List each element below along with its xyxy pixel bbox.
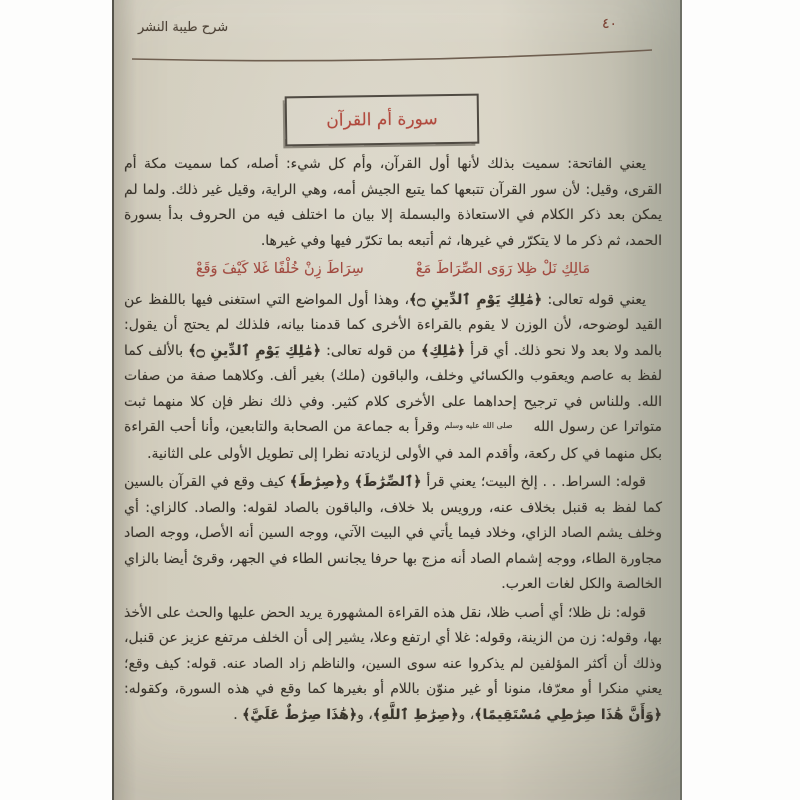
text-run: بالألف كما لفظ به عاصم ويعقوب والكسائي وخلف، والباقون (ملك) بغير ألف. وكلاهما صفة من صفات الله. وللناس في ترجيح إحداهما على الأخرى كلام كثير. وفي ذلك نظر فإن كلا منهما ثبت متواترا عن رسول الله	[124, 342, 662, 435]
header-rule	[130, 48, 654, 66]
text-run: ، و	[458, 706, 475, 723]
text-run: قوله: السراط. . . إلخ البيت؛ يعني قرأ	[421, 474, 646, 490]
quran-quote: ﴿مَٰلِكِ يَوْمِ ٱلدِّينِ ۝﴾	[188, 342, 321, 359]
section-title: سورة أم القرآن	[326, 109, 438, 131]
text-run: ، وهذا أول المواضع التي استغنى فيها باللفظ عن القيد لوضوحه، لأن الوزن لا يقوم بالقراءة الأخرى كما قدمنا بيانه، فلذلك لم يحتج أن يقول: بالمد ولا بعد ولا نحو ذلك. أي قرأ	[124, 291, 662, 359]
honorific-symbol: صلى الله عليه وسلم	[444, 421, 513, 430]
running-head	[114, 14, 680, 60]
quran-quote: ﴿مَٰلِكِ﴾	[421, 342, 465, 359]
text-run: يعني الفاتحة: سميت بذلك لأنها أول القرآن، وأم كل شيء: أصله، كما سميت مكة أم القرى، وقيل: لأن سور القرآن تتبعها كما يتبع الجيش أمه، وهي الراية، وقيل غير ذلك. ولما لم يمكن بعد ذكر الكلام في الاستعاذة والبسملة إلا بيان ما اختلف فيه من الحروف بدأ بسورة الحمد، ثم ذكر ما لا يتكرّر في غيرها، ثم أتبعه بما تكرّر فيها وفي غيرها.	[124, 156, 662, 249]
text-run: وقرأ به جماعة من الصحابة والتابعين، وأنا أحب القراءة بكل منهما في كل ركعة، وأقدم المد في الأولى لزيادته نظرا إلى تطويل الأولى على الثانية.	[124, 419, 662, 462]
verse-hemistich-right: مَالِكِ نَلْ ظِلا رَوَى الصِّرَاطَ مَعْ	[415, 261, 591, 277]
text-run: يعني قوله تعالى:	[542, 291, 646, 308]
page-number: ٤٠	[602, 16, 618, 32]
quran-quote: ﴿وَأَنَّ هَٰذَا صِرَٰطِي مُسْتَقِيمًا﴾	[474, 706, 662, 723]
text-run: ، و	[357, 706, 373, 723]
quran-quote: ﴿ٱلصِّرَٰطَ﴾	[354, 474, 422, 490]
poetry-line	[124, 257, 662, 283]
quran-quote: ﴿مَٰلِكِ يَوْمِ ٱلدِّينِ ۝﴾	[408, 291, 543, 308]
quran-quote: ﴿صِرَٰطِ ٱللَّهِ﴾	[372, 706, 459, 723]
book-page	[112, 0, 682, 800]
text-run: كيف وقع في القرآن بالسين كما لفظ به قنبل بخلاف عنه، ورويس بلا خلاف، والباقون بالصاد لقوله: والصاد. كالزاي: أي وخلف يشم الصاد الزاي، وخلاد فيما يأتي في البيت الآتي، ووجه السين أنه الأصل، ووجه الصاد مجاورة الطاء، ووجه إشمام الصاد أنه مزج بها حرفا يجانس الطاء في الجهر، وقرئ أيضا بالزاي الخالصة والكل لغات العرب.	[124, 474, 662, 592]
paragraph	[124, 470, 662, 598]
paragraph	[124, 288, 662, 468]
text-run: .	[233, 706, 243, 723]
quran-quote: ﴿صِرَٰطَ﴾	[289, 474, 343, 490]
paragraph	[124, 152, 662, 254]
section-title-box	[285, 94, 480, 147]
paragraph	[124, 601, 662, 729]
text-run: من قوله تعالى:	[320, 342, 422, 359]
verse-hemistich-left: سِرَاطَ زِنْ خُلْفًا غَلا كَيْفَ وَقَعْ	[195, 261, 364, 277]
body-text	[124, 152, 662, 731]
quran-quote: ﴿هَٰذَا صِرَٰطٌ عَلَيَّ﴾	[242, 706, 358, 723]
text-run: و	[342, 474, 355, 490]
text-run: قوله: نل ظلا؛ أي أصب ظلا، نقل هذه القراءة المشهورة يريد الحض عليها والحث على الأخذ بها، وقوله: زن من الزينة، وقوله: غلا أي ارتفع وعلا، يشير إلى أن الخلف مرتفع عزيز عن قنبل، وذلك أن أكثر المؤلفين لم يذكروا عنه سوى السين، والناظم زاد الصاد عنه. قوله: كيف وقع؛ يعني منكرا أو معرّفا، منونا أو غير منوّن باللام أو بغيرها كما وقع في هذه السورة، وكقوله:	[124, 604, 662, 697]
running-head-book-title: شرح طيبة النشر	[138, 20, 229, 35]
